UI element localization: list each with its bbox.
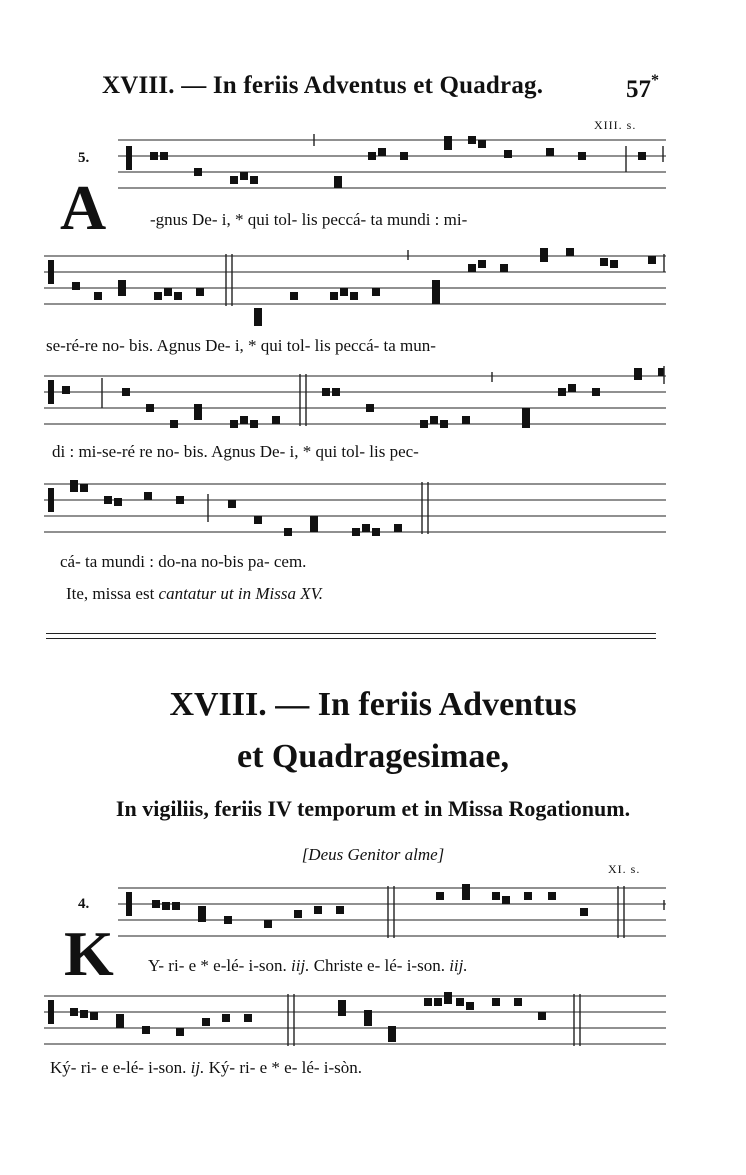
agnus-closing [66,584,323,604]
kyrie-repeat-2: iij. [449,956,468,975]
kyrie-century: XI. s. [608,862,641,876]
agnus-closing-text: Ite, missa est [66,584,155,603]
agnus-lyric-3: di : mi-se-ré re no- bis. Agnus De- i, * qui tol- lis pec- [52,442,419,461]
kyrie-repeat-1: iij. [291,956,310,975]
section-title-line1: XVIII. — In feriis Adventus [169,686,577,723]
agnus-number: 5. [78,150,90,166]
section-title-line2: et Quadragesimae, [237,738,509,775]
page-number-value: 57 [626,76,651,103]
kyrie-lyric-1a: Y- ri- e * e-lé- i-son. [148,956,287,975]
agnus-staff-2 [44,250,668,330]
kyrie-number: 4. [78,896,90,912]
agnus-staff-1 [118,132,668,196]
agnus-staff-3 [44,368,668,432]
agnus-initial: A [60,172,107,243]
kyrie-repeat-3: ij. [190,1058,205,1077]
kyrie-lyric-2a: Ký- ri- e e-lé- i-son. [50,1058,187,1077]
page-number-suffix: * [651,72,659,89]
section-subtitle: In vigiliis, feriis IV temporum et in Missa Rogationum. [115,796,631,821]
agnus-staff-4 [44,476,668,540]
kyrie-initial: K [64,918,114,989]
kyrie-lyric-2b: Ký- ri- e * e- lé- i-sòn. [208,1058,363,1077]
kyrie-lyric-1 [148,956,468,976]
divider-bottom [46,638,656,639]
kyrie-lyric-2 [50,1058,362,1078]
kyrie-staff-2 [44,990,668,1054]
agnus-lyric-4: cá- ta mundi : do-na no-bis pa- cem. [60,552,307,571]
page-number [626,72,659,104]
kyrie-lyric-1b: Christe e- lé- i-son. [313,956,445,975]
divider-top [46,633,656,634]
agnus-century: XIII. s. [594,118,637,132]
agnus-closing-rubric: cantatur ut in Missa XV. [158,584,324,603]
melody-source: [Deus Genitor alme] [301,845,445,864]
running-head: XVIII. — In feriis Adventus et Quadrag. [102,72,544,99]
agnus-lyric-2: se-ré-re no- bis. Agnus De- i, * qui tol- lis peccá- ta mun- [46,336,436,355]
kyrie-staff-1 [118,880,668,944]
agnus-lyric-1: -gnus De- i, * qui tol- lis peccá- ta mundi : mi- [150,210,468,229]
